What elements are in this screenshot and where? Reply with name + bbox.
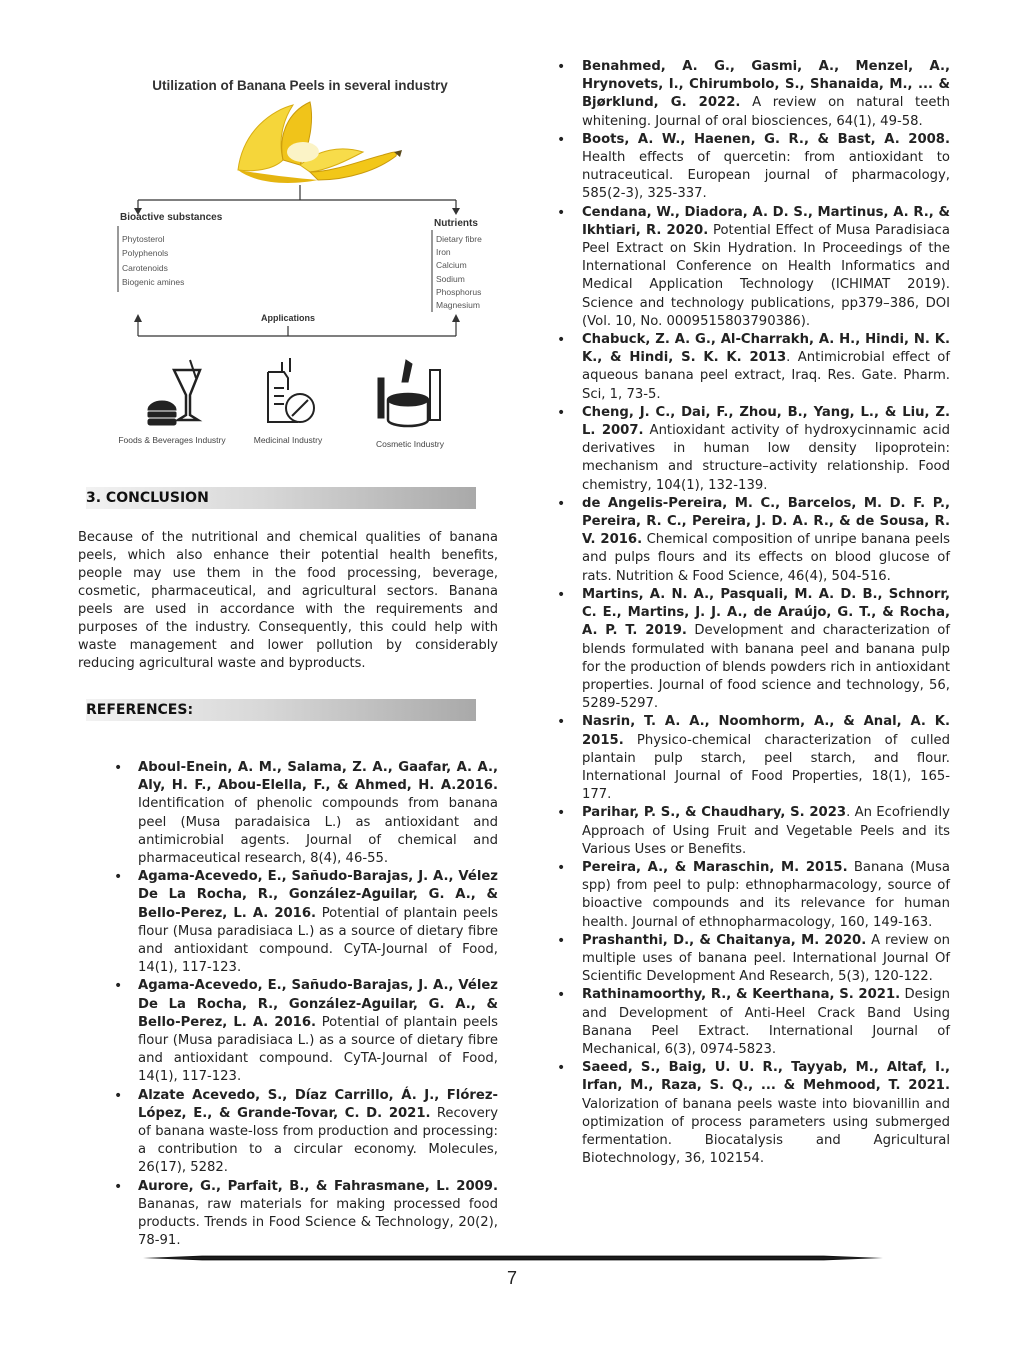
reference-details: Potential of plantain peels flour (Musa paradisiaca L.) as a source of dietary fibre and antioxidant compound. CyTA-Journal of Food, 14(1), 117-123.: [138, 1014, 498, 1085]
reference-item: [555, 932, 950, 987]
reference-details: . Antimicrobial effect of aqueous banana peel extract, Iraq. Res. Gate. Pharm. Sci, 1, 73-5.: [582, 350, 950, 402]
reference-item: [78, 1087, 498, 1178]
left-column: [78, 60, 498, 1250]
right-column: [555, 58, 950, 1168]
reference-authors: Saeed, S., Baig, U. U. R., Tayyab, M., Altaf, I., Irfan, M., Raza, S. Q., ... & Mehmood, T. 2021.: [582, 1060, 950, 1094]
reference-details: Valorization of banana peels waste into biovanillin and optimization of process parameters using submerged fermentation. Biocatalysis and Agricultural Biotechnology, 36, 102154.: [582, 1096, 950, 1167]
figure-diagram: [78, 60, 498, 460]
reference-details: Chemical composition of unripe banana peels and pulps flours and its effects on blood glucose of rats. Nutrition & Food Science, 46(4), 504-516.: [582, 532, 950, 584]
reference-item: [78, 868, 498, 977]
nutrient-item: Phosphorus: [436, 287, 482, 297]
reference-item: [555, 586, 950, 713]
reference-details: Design and Development of Anti-Heel Crack Band Using Banana Peel Extract. International Journal of Mechanical, 6(3), 0974-5823.: [582, 987, 950, 1057]
reference-authors: Agama-Acevedo, E., Sañudo-Barajas, J. A., Vélez De La Rocha, R., González-Aguilar, G. A., & Bello-Perez, L. A. 2016.: [138, 869, 498, 921]
page-number: 7: [506, 1268, 517, 1288]
reference-authors: Chabuck, Z. A. G., Al-Charrakh, A. H., Hindi, N. K. K., & Hindi, S. K. K. 2013: [582, 332, 950, 366]
reference-item: [555, 131, 950, 204]
reference-item: [555, 404, 950, 495]
conclusion-text: Because of the nutritional and chemical qualities of banana peels, which also enhance their potential health benefits, people may use them in the food processing, beverage, cosmetic, pharmaceutical, and agricultural sectors. Banana peels are used in accordance with the requirements and purposes of the industry. Consequently, this could help with waste management and lower pollution by considerably reducing agricultural waste and byproducts.: [78, 530, 498, 671]
nutrients-heading: Nutrients: [434, 218, 478, 229]
reference-authors: Alzate Acevedo, S., Díaz Carrillo, Á. J., Flórez-López, E., & Grande-Tovar, C. D. 2021.: [138, 1087, 498, 1121]
reference-details: A review on natural teeth whitening. Journal of oral biosciences, 64(1), 49-58.: [582, 95, 950, 129]
reference-authors: de Angelis-Pereira, M. C., Barcelos, M. D. F. P., Pereira, R. C., Pereira, J. D. A. R., & de Sousa, R. V. 2016.: [582, 495, 950, 548]
bioactive-item: Biogenic amines: [122, 277, 185, 287]
reference-details: Potential of plantain peels flour (Musa paradisiaca L.) as a source of dietary fibre and antioxidant compound. CyTA-Journal of Food, 14(1), 117-123.: [138, 905, 498, 976]
reference-details: Physico-chemical characterization of culled plantain pulp starch, peel starch, and flour. International Journal of Food Properties, 18(1), 165-177.: [582, 732, 950, 803]
reference-details: Banana (Musa spp) from peel to pulp: ethnopharmacology, source of bioactive compounds and its relevance for human health. Journal of ethnopharmacology, 160, 149-163.: [582, 859, 950, 930]
reference-details: Antioxidant activity of hydroxycinnamic acid derivatives in human low density lipoprotein: mechanism and structure–activity relationship. Food chemistry, 104(1), 132-139.: [582, 423, 951, 493]
reference-authors: Benahmed, A. G., Gasmi, A., Menzel, A., Hrynovets, I., Chirumbolo, S., Shanaida, M., ... & Bjørklund, G. 2022.: [582, 59, 950, 111]
reference-authors: Prashanthi, D., & Chaitanya, M. 2020.: [582, 932, 867, 948]
reference-details: Bananas, raw materials for making processed food products. Trends in Food Science & Technology, 20(2), 78-91.: [138, 1196, 498, 1249]
reference-item: [555, 331, 950, 404]
bioactive-item: Carotenoids: [122, 263, 168, 273]
medicinal-icon: [268, 358, 314, 422]
reference-item: [78, 977, 498, 1086]
industry-label: Foods & Beverages Industry: [118, 435, 226, 445]
conclusion-heading: 3. CONCLUSION: [86, 487, 476, 509]
reference-details: Recovery of banana waste-loss from production and processing: a contribution to a circular economy. Molecules, 26(17), 5282.: [138, 1105, 498, 1176]
reference-details: Identification of phenolic compounds from banana peel (Musa paradaisica L.) as antioxidant and antimicrobial agents. Journal of chemical and pharmaceutical research, 8(4), 46-55.: [138, 796, 498, 867]
reference-details: A review on multiple uses of banana peel. International Journal Of Scientific Development And Research, 5(3), 120-122.: [582, 932, 951, 985]
reference-authors: Cendana, W., Diadora, A. D. S., Martinus, A. R., & Ikhtiari, R. 2020.: [582, 204, 950, 238]
footer-divider: [143, 1255, 883, 1261]
reference-authors: Cheng, J. C., Dai, F., Zhou, B., Yang, L., & Liu, Z. L. 2007.: [582, 404, 950, 439]
reference-details: Development and characterization of blends formulated with banana peel and banana pulp for the production of blends powders rich in antioxidant properties. Journal of food science and technology, 56, 5289-5297.: [582, 623, 950, 712]
reference-item: [555, 804, 950, 859]
reference-item: [78, 1178, 498, 1251]
reference-authors: Agama-Acevedo, E., Sañudo-Barajas, J. A., Vélez De La Rocha, R., González-Aguilar, G. A., & Bello-Perez, L. A. 2016.: [138, 978, 498, 1030]
reference-item: [555, 495, 950, 586]
reference-authors: Nasrin, T. A. A., Noomhorm, A., & Anal, A. K. 2015.: [582, 714, 950, 748]
nutrient-item: Magnesium: [436, 300, 480, 310]
reference-item: [555, 859, 950, 932]
nutrient-item: Calcium: [436, 260, 467, 270]
reference-authors: Boots, A. W., Haenen, G. R., & Bast, A. 2008.: [582, 131, 950, 147]
banana-peel-image: [238, 102, 402, 183]
reference-authors: Rathinamoorthy, R., & Keerthana, S. 2021.: [582, 987, 901, 1003]
figure-title: Utilization of Banana Peels in several industry: [152, 78, 448, 93]
reference-item: [78, 759, 498, 868]
reference-list-right: [555, 58, 950, 1168]
reference-item: [555, 58, 950, 131]
nutrient-item: Iron: [436, 247, 451, 257]
applications-label: Applications: [260, 313, 316, 323]
reference-authors: Pereira, A., & Maraschin, M. 2015.: [582, 859, 848, 875]
reference-authors: Martins, A. N. A., Pasquali, M. A. D. B., Schnorr, C. E., Martins, J. J. A., de Araújo, G. T., & Rocha, A. P. T. 2019.: [582, 586, 950, 639]
bioactive-heading: Bioactive substances: [120, 212, 223, 223]
reference-details: Health effects of quercetin: from antioxidant to nutraceutical. European journal of pharmacology, 585(2-3), 325-337.: [582, 150, 950, 202]
bioactive-item: Polyphenols: [122, 248, 169, 258]
industry-label: Cosmetic Industry: [375, 439, 445, 449]
reference-details: . An Ecofriendly Approach of Using Fruit and Vegetable Peels and its Various Uses or Benefits.: [582, 805, 950, 857]
reference-item: [555, 713, 950, 804]
reference-authors: Parihar, P. S., & Chaudhary, S. 2023: [582, 805, 847, 821]
cosmetic-icon: [378, 360, 440, 426]
reference-item: [555, 1059, 950, 1168]
reference-authors: Aboul-Enein, A. M., Salama, Z. A., Gaafar, A. A., Aly, H. F., Abou-Elella, F., & Ahmed, H. A.2016.: [138, 760, 498, 794]
reference-item: [555, 204, 950, 331]
food-beverage-icon: [148, 360, 200, 425]
nutrient-item: Sodium: [436, 274, 465, 284]
reference-list-left: [78, 759, 498, 1250]
nutrient-item: Dietary fibre: [436, 234, 482, 244]
reference-details: Potential Effect of Musa Paradisiaca Peel Extract on Skin Hydration. In Proceedings of the International Conference on Health Informatics and Medical Application Technology (ICHIMAT 2019). Science and technology publications, pp379–386, DOI (Vol. 10, No. 0009515803790386).: [582, 222, 950, 329]
banana-peel-figure: [78, 60, 498, 460]
reference-item: [555, 986, 950, 1059]
references-heading: REFERENCES:: [86, 699, 476, 721]
bioactive-item: Phytosterol: [122, 234, 165, 244]
reference-authors: Aurore, G., Parfait, B., & Fahrasmane, L. 2009.: [138, 1178, 498, 1194]
industry-label: Medicinal Industry: [253, 435, 323, 445]
